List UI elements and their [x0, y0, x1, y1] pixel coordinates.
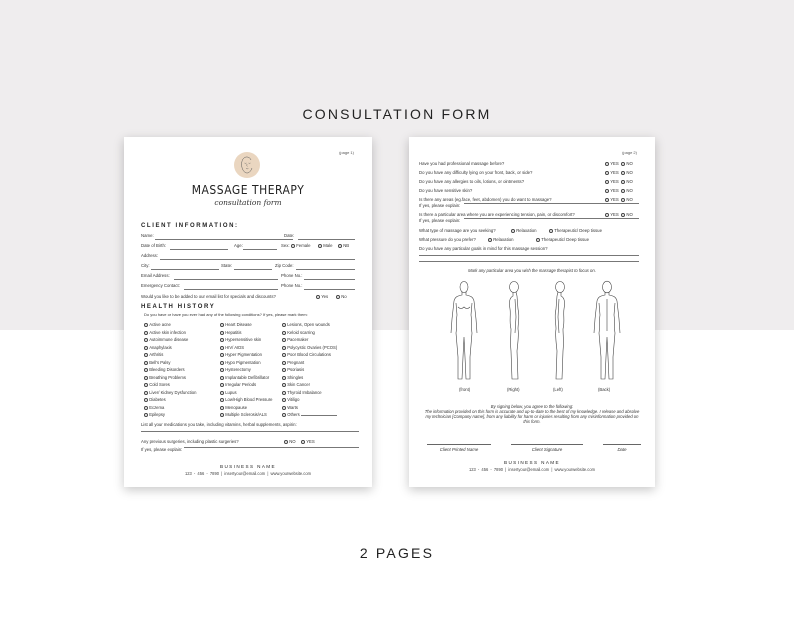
nb-radio[interactable]	[338, 244, 342, 248]
emergency-row	[141, 283, 355, 290]
condition-option[interactable]	[282, 390, 322, 395]
condition-option[interactable]	[144, 412, 165, 417]
website: www.yourwebsite.com	[270, 471, 312, 476]
surgeries-no[interactable]: NO	[284, 439, 296, 444]
figure-label-right: (Right)	[507, 387, 520, 392]
emergency-field[interactable]	[184, 289, 278, 290]
no-radio[interactable]	[336, 295, 340, 299]
condition-label: Lupus	[225, 389, 237, 395]
condition-option[interactable]	[282, 360, 304, 365]
condition-label: Hypersensitive skin	[225, 337, 262, 342]
condition-label: Thyroid Imbalance	[287, 389, 322, 395]
page-number: (page 2)	[622, 150, 637, 155]
condition-radio[interactable]	[220, 331, 224, 335]
condition-option[interactable]	[282, 337, 308, 342]
body-front-figure[interactable]	[449, 279, 479, 387]
mark-instruction: Mark any particular area you wish the massage therapist to focus on.	[468, 268, 596, 273]
page-number: (page 1)	[339, 150, 354, 155]
yes-option[interactable]: YES	[605, 170, 619, 175]
yes-option[interactable]: YES	[605, 197, 619, 202]
condition-option[interactable]	[220, 345, 244, 350]
address-field[interactable]	[160, 259, 355, 260]
figure-label-front: (front)	[459, 387, 471, 392]
no-radio[interactable]	[284, 440, 288, 444]
condition-option[interactable]	[220, 397, 272, 402]
condition-radio[interactable]	[144, 338, 148, 342]
condition-option[interactable]	[282, 345, 337, 350]
no-option[interactable]: NO	[621, 161, 633, 166]
explain-field[interactable]	[464, 218, 639, 219]
no-option[interactable]: NO	[621, 179, 633, 184]
consent-heading: By signing below, you agree to the following:	[490, 404, 574, 409]
website: www.yourwebsite.com	[554, 467, 596, 472]
nb-option[interactable]: NB	[338, 243, 349, 248]
medications-field[interactable]	[141, 431, 359, 432]
relaxation-option[interactable]: Relaxation	[511, 228, 537, 233]
emergency-label: Emergency Contact:	[141, 283, 180, 288]
address-label: Address:	[141, 253, 158, 258]
phone-field[interactable]	[304, 279, 355, 280]
condition-option[interactable]	[282, 330, 315, 335]
name-label: Name:	[141, 233, 154, 238]
condition-label: Epilepsy	[149, 412, 166, 417]
condition-option[interactable]	[144, 345, 172, 350]
city-field[interactable]	[151, 269, 219, 270]
phone-number: 123 - 456 - 7890	[468, 467, 504, 472]
form-heading: MASSAGE THERAPY	[191, 182, 305, 197]
banner-subtitle: 2 PAGES	[359, 545, 435, 561]
yes-radio[interactable]	[605, 189, 609, 193]
name-row	[141, 233, 355, 240]
condition-label: Irregular Periods	[225, 382, 257, 387]
condition-label: Psoriasis	[287, 367, 305, 372]
yes-radio[interactable]	[605, 213, 609, 217]
email-address: insertyour@email.com	[224, 471, 266, 476]
condition-radio[interactable]	[282, 376, 286, 380]
others-field[interactable]	[301, 415, 337, 416]
condition-label: Pregnant	[287, 359, 305, 365]
condition-label: Bell's Palsy	[149, 359, 171, 365]
condition-label: Cold Sores	[149, 382, 170, 387]
condition-radio[interactable]	[282, 361, 286, 365]
condition-option[interactable]	[220, 352, 262, 357]
pressure-relaxation-option[interactable]: Relaxation	[488, 237, 514, 242]
contact-line: 123 - 456 - 7890 | insertyour@email.com | www.yourwebsite.com	[468, 467, 596, 472]
condition-label: Poor Blood Circulations	[287, 352, 331, 357]
condition-label: Shingles	[287, 374, 304, 380]
condition-radio[interactable]	[144, 361, 148, 365]
condition-radio[interactable]	[220, 361, 224, 365]
dob-field[interactable]	[170, 249, 228, 250]
consent-text: The information provided on this form is accurate and up-to-date to the best of my knowledge. I release and absolve my technician [Company name], from any liability for harm or injuries resulting from any misinformation provided on this form.	[424, 409, 640, 425]
condition-label: Implantable Defibrillator	[225, 374, 270, 380]
age-label: Age:	[234, 243, 243, 248]
health-history-heading: HEALTH HISTORY	[141, 304, 216, 310]
condition-radio[interactable]	[144, 406, 148, 410]
condition-radio[interactable]	[144, 391, 148, 395]
condition-label: Active skin infection	[149, 329, 186, 335]
condition-label: Hysterectomy	[225, 367, 251, 372]
condition-label: Keloid scarring	[287, 329, 315, 335]
condition-option[interactable]	[220, 390, 237, 395]
condition-label: Heart Disease	[225, 322, 252, 327]
condition-option[interactable]	[220, 375, 269, 380]
face-logo-icon	[234, 152, 260, 178]
condition-option[interactable]	[144, 352, 163, 357]
condition-label: Low/High Blood Pressure	[225, 397, 273, 402]
no-radio[interactable]	[621, 213, 625, 217]
condition-radio[interactable]	[220, 368, 224, 372]
yes-no-options[interactable]	[605, 212, 633, 217]
email-field[interactable]	[174, 279, 278, 280]
phone-label: Phone No.:	[281, 273, 303, 278]
condition-radio[interactable]	[282, 338, 286, 342]
female-option[interactable]: Female	[291, 243, 311, 248]
condition-label: Hepatitis	[225, 329, 242, 335]
condition-label: Hyper Pigmentation	[225, 352, 262, 357]
medications-question: List all your medications you take, including vitamins, herbal supplements, aspirin:	[141, 422, 297, 427]
contact-line: 123 - 456 - 7890 | insertyour@email.com | www.yourwebsite.com	[184, 471, 312, 476]
condition-radio[interactable]	[220, 338, 224, 342]
explain-label: If yes, please explain:	[141, 447, 183, 452]
condition-option[interactable]	[282, 367, 304, 372]
condition-label: Arthritis	[149, 352, 164, 357]
condition-option[interactable]	[220, 412, 267, 417]
surgeries-yes[interactable]: YES	[301, 439, 315, 444]
condition-option[interactable]	[282, 412, 337, 417]
yes-radio[interactable]	[316, 295, 320, 299]
condition-radio[interactable]	[220, 383, 224, 387]
condition-radio[interactable]	[282, 413, 286, 417]
state-label: State:	[221, 263, 233, 268]
condition-label: Eczema	[149, 404, 165, 410]
form-page-1	[124, 137, 372, 487]
date-label: Date	[617, 447, 627, 452]
yes-no-options[interactable]	[605, 179, 633, 184]
condition-label: Warts	[287, 404, 298, 410]
sex-label: Sex:	[281, 243, 290, 248]
deep-tissue-option[interactable]: Therapeutic/ Deep tissue	[549, 228, 602, 233]
email-row	[141, 273, 355, 280]
condition-option[interactable]	[144, 337, 188, 342]
yes-no-question: Do you have sensitive skin?	[419, 188, 473, 193]
condition-label: Breathing Problems	[149, 374, 186, 380]
condition-radio[interactable]	[282, 368, 286, 372]
name-field[interactable]	[155, 239, 293, 240]
no-radio[interactable]	[621, 189, 625, 193]
consent-block	[423, 404, 641, 424]
form-script-heading: consultation form	[214, 198, 282, 207]
condition-label: Pacemaker	[287, 337, 309, 342]
deep-tissue-radio[interactable]	[549, 229, 553, 233]
email-list-row	[141, 294, 355, 301]
condition-radio[interactable]	[282, 331, 286, 335]
condition-radio[interactable]	[220, 346, 224, 350]
yes-option[interactable]: YES	[605, 161, 619, 166]
condition-radio[interactable]	[144, 368, 148, 372]
yes-no-question: Do you have any difficulty lying on your front, back, or side?	[419, 170, 533, 175]
condition-label: Diabetes	[149, 397, 166, 402]
condition-label: Others	[287, 412, 300, 417]
explain-label: If yes, please explain:	[419, 218, 461, 223]
body-back-figure[interactable]	[592, 279, 622, 387]
yes-radio[interactable]	[605, 162, 609, 166]
zip-field[interactable]	[296, 269, 355, 270]
deep-tissue-radio[interactable]	[536, 238, 540, 242]
condition-radio[interactable]	[220, 353, 224, 357]
condition-label: Polycystic Ovaries (PCOS)	[287, 344, 338, 350]
banner-title: CONSULTATION FORM	[302, 106, 492, 122]
no-option[interactable]: NO	[621, 197, 633, 202]
condition-radio[interactable]	[282, 353, 286, 357]
condition-option[interactable]	[144, 360, 170, 365]
figure-label-left: (Left)	[553, 387, 563, 392]
goals-question: Do you have any particular goals in mind for this massage session?	[419, 246, 548, 251]
massage-type-question: What type of massage are you seeking?	[419, 228, 496, 233]
dob-row	[141, 243, 355, 250]
yes-radio[interactable]	[605, 180, 609, 184]
phone-number: 123 - 456 - 7890	[184, 471, 220, 476]
health-question: Do you have or have you ever had any of the following conditions? If yes, please mark them:	[144, 312, 308, 317]
condition-option[interactable]	[220, 382, 256, 387]
explain-field[interactable]	[184, 447, 359, 448]
zip-label: Zip Code:	[275, 263, 294, 268]
no-radio[interactable]	[621, 171, 625, 175]
male-radio[interactable]	[318, 244, 322, 248]
condition-radio[interactable]	[144, 413, 148, 417]
phone2-field[interactable]	[304, 289, 355, 290]
condition-option[interactable]	[282, 352, 331, 357]
condition-radio[interactable]	[282, 391, 286, 395]
condition-option[interactable]	[282, 322, 330, 327]
signature-field[interactable]	[511, 444, 583, 445]
condition-label: Lesions, Open wounds	[287, 322, 330, 327]
condition-label: Active acne	[149, 322, 171, 327]
condition-radio[interactable]	[220, 406, 224, 410]
condition-radio[interactable]	[220, 323, 224, 327]
date-label: Date:	[284, 233, 295, 238]
form-page-2	[409, 137, 655, 487]
condition-radio[interactable]	[282, 398, 286, 402]
yes-option[interactable]: YES	[605, 188, 619, 193]
no-option[interactable]: NO	[621, 188, 633, 193]
condition-radio[interactable]	[144, 376, 148, 380]
no-radio[interactable]	[621, 162, 625, 166]
condition-option[interactable]	[282, 382, 310, 387]
condition-option[interactable]	[282, 397, 299, 402]
condition-option[interactable]	[220, 405, 247, 410]
condition-option[interactable]	[282, 375, 303, 380]
condition-label: Vitiligo	[287, 397, 300, 402]
condition-option[interactable]	[144, 397, 166, 402]
dob-label: Date of Birth:	[141, 243, 167, 248]
condition-option[interactable]	[144, 330, 186, 335]
condition-radio[interactable]	[220, 413, 224, 417]
yes-radio[interactable]	[301, 440, 305, 444]
email-list-yes[interactable]: Yes	[316, 294, 328, 299]
city-row	[141, 263, 355, 270]
date-field[interactable]	[298, 239, 355, 240]
condition-radio[interactable]	[220, 391, 224, 395]
explain-label: If yes, please explain:	[419, 203, 461, 208]
condition-radio[interactable]	[144, 383, 148, 387]
condition-radio[interactable]	[220, 398, 224, 402]
email-list-question: Would you like to be added to our email list for specials and discounts?	[141, 294, 276, 299]
email-address: insertyour@email.com	[508, 467, 550, 472]
condition-option[interactable]	[220, 367, 251, 372]
address-row	[141, 253, 355, 260]
condition-label: Skin Cancer	[287, 382, 310, 387]
yes-option[interactable]: YES	[605, 212, 619, 217]
yes-no-options[interactable]	[605, 188, 633, 193]
city-label: City:	[141, 263, 150, 268]
printed-name-field[interactable]	[427, 444, 491, 445]
condition-label: Menopause	[225, 404, 248, 410]
condition-radio[interactable]	[144, 353, 148, 357]
business-name: BUSINESS NAME	[220, 464, 276, 469]
goals-field-2[interactable]	[419, 261, 639, 262]
condition-option[interactable]	[220, 330, 241, 335]
yes-no-question: Is there a particular area where you are experiencing tension, pain, or discomfort?	[419, 212, 575, 217]
condition-option[interactable]	[144, 322, 171, 327]
age-field[interactable]	[243, 249, 277, 250]
condition-option[interactable]	[220, 337, 261, 342]
body-left-figure[interactable]	[548, 279, 572, 387]
explain-field[interactable]	[464, 203, 639, 204]
condition-radio[interactable]	[144, 398, 148, 402]
business-name: BUSINESS NAME	[504, 460, 560, 465]
condition-label: HIV/ AIDS	[225, 344, 245, 350]
condition-radio[interactable]	[144, 346, 148, 350]
yes-option[interactable]: YES	[605, 179, 619, 184]
condition-option[interactable]	[282, 405, 298, 410]
no-radio[interactable]	[621, 180, 625, 184]
condition-label: Liver/ Kidney Dysfunction	[149, 389, 197, 395]
yes-no-question: Do you have any allergies to oils, lotions, or ointments?	[419, 179, 525, 184]
condition-label: Bleeding Disorders	[149, 367, 185, 372]
condition-radio[interactable]	[282, 346, 286, 350]
figure-label-back: (Back)	[598, 387, 611, 392]
female-radio[interactable]	[291, 244, 295, 248]
no-option[interactable]: NO	[621, 170, 633, 175]
condition-radio[interactable]	[220, 376, 224, 380]
date-field[interactable]	[603, 444, 641, 445]
male-option[interactable]: Male	[318, 243, 333, 248]
email-label: Email Address:	[141, 273, 170, 278]
condition-option[interactable]	[144, 390, 196, 395]
condition-radio[interactable]	[282, 323, 286, 327]
printed-name-label: Client Printed Name	[439, 447, 479, 452]
yes-no-options[interactable]	[605, 170, 633, 175]
condition-option[interactable]	[144, 405, 164, 410]
yes-no-question: Is there any areas (eg.face, feet, abdomen) you do want to massage?	[419, 197, 552, 202]
yes-no-options[interactable]	[605, 161, 633, 166]
condition-option[interactable]	[144, 382, 170, 387]
goals-field-1[interactable]	[419, 255, 639, 256]
condition-label: Hypo Pigmentation	[225, 359, 261, 365]
email-list-no[interactable]: No	[336, 294, 347, 299]
yes-no-question: Have you had professional massage before?	[419, 161, 505, 166]
condition-option[interactable]	[144, 375, 186, 380]
pressure-deep-tissue-option[interactable]: Therapeutic/ Deep tissue	[536, 237, 589, 242]
condition-option[interactable]	[220, 322, 252, 327]
body-right-figure[interactable]	[502, 279, 526, 387]
phone2-label: Phone No.:	[281, 283, 303, 288]
yes-radio[interactable]	[605, 198, 609, 202]
condition-option[interactable]	[220, 360, 261, 365]
no-option[interactable]: NO	[621, 212, 633, 217]
state-field[interactable]	[234, 269, 272, 270]
signature-label: Client Signature	[531, 447, 563, 452]
yes-no-options[interactable]	[605, 197, 633, 202]
condition-radio[interactable]	[282, 406, 286, 410]
condition-option[interactable]	[144, 367, 185, 372]
condition-radio[interactable]	[144, 331, 148, 335]
condition-label: Autoimmune disease	[149, 337, 189, 342]
condition-label: Anaphylaxis	[149, 344, 172, 350]
client-info-heading: CLIENT INFORMATION:	[141, 223, 239, 229]
condition-radio[interactable]	[144, 323, 148, 327]
yes-radio[interactable]	[605, 171, 609, 175]
condition-radio[interactable]	[282, 383, 286, 387]
relaxation-radio[interactable]	[511, 229, 515, 233]
no-radio[interactable]	[621, 198, 625, 202]
pressure-question: What pressure do you prefer?	[419, 237, 476, 242]
surgeries-question: Any previous surgeries, including plastic surgeries?	[141, 439, 239, 444]
condition-label: Multiple Sclerosis/ALS	[225, 412, 267, 417]
relaxation-radio[interactable]	[488, 238, 492, 242]
